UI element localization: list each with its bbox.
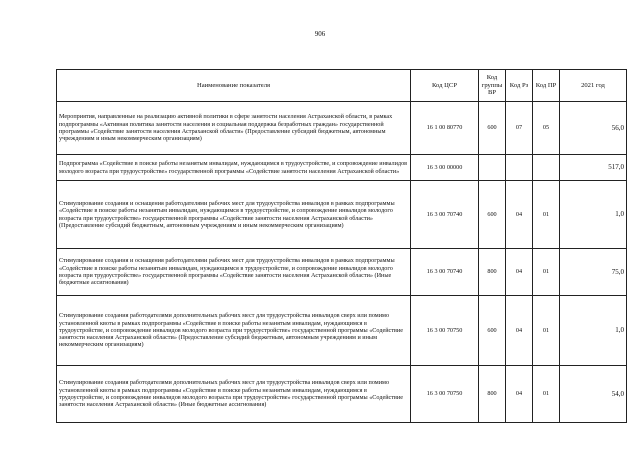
row-vr: 800 bbox=[479, 366, 506, 423]
header-name: Наименование показателя bbox=[57, 70, 411, 102]
row-csr: 16 3 00 70740 bbox=[411, 249, 479, 296]
row-vr: 600 bbox=[479, 181, 506, 249]
row-rz bbox=[506, 155, 533, 181]
row-rz: 04 bbox=[506, 249, 533, 296]
row-pr: 01 bbox=[533, 249, 560, 296]
row-pr: 01 bbox=[533, 296, 560, 366]
row-amount: 1,0 bbox=[560, 181, 627, 249]
row-vr: 600 bbox=[479, 296, 506, 366]
table-row bbox=[57, 366, 627, 423]
row-csr: 16 3 00 00000 bbox=[411, 155, 479, 181]
row-amount: 1,0 bbox=[560, 296, 627, 366]
row-rz: 04 bbox=[506, 296, 533, 366]
row-pr bbox=[533, 155, 560, 181]
row-pr: 01 bbox=[533, 366, 560, 423]
header-rz: Код Рз bbox=[506, 70, 533, 102]
row-name: Стимулирование создания работодателями дополнительных рабочих мест для трудоустройства инвалидов сверх или помимо установленной квоты в рамках подпрограммы «Содействие в поиске работы незанятым инвалидам, нуждающимся в трудоустройстве, и сопровождение инвалидов молодого возраста при трудоустройстве» государственной программы «Содействие занятости населения Астраханской области» (Предоставление субсидий бюджетным, автономным учреждениям и иным некоммерческим организациям) bbox=[57, 296, 411, 366]
header-vr: Код группы ВР bbox=[479, 70, 506, 102]
header-pr: Код ПР bbox=[533, 70, 560, 102]
row-amount: 75,0 bbox=[560, 249, 627, 296]
row-amount: 54,0 bbox=[560, 366, 627, 423]
table-row bbox=[57, 102, 627, 155]
row-name: Подпрограмма «Содействие в поиске работы незанятым инвалидам, нуждающимся в трудоустройстве, и сопровождение инвалидов молодого возраста при трудоустройстве» государственной программы «Содействие занятости населения Астраханской области» bbox=[57, 155, 411, 181]
row-rz: 04 bbox=[506, 366, 533, 423]
row-rz: 04 bbox=[506, 181, 533, 249]
row-pr: 01 bbox=[533, 181, 560, 249]
row-csr: 16 3 00 70750 bbox=[411, 366, 479, 423]
row-csr: 16 3 00 70750 bbox=[411, 296, 479, 366]
row-csr: 16 1 00 80770 bbox=[411, 102, 479, 155]
header-year: 2021 год bbox=[560, 70, 627, 102]
page-number: 906 bbox=[314, 30, 326, 38]
budget-table bbox=[56, 69, 627, 423]
row-csr: 16 3 00 70740 bbox=[411, 181, 479, 249]
table-row bbox=[57, 155, 627, 181]
row-pr: 05 bbox=[533, 102, 560, 155]
table-row bbox=[57, 249, 627, 296]
row-name: Стимулирование создания и оснащения работодателями рабочих мест для трудоустройства инвалидов в рамках подпрограммы «Содействие в поиске работы незанятым инвалидам, нуждающимся в трудоустройстве, и сопровождение инвалидов молодого возраста при трудоустройстве» государственной программы «Содействие занятости населения Астраханской области» (Предоставление субсидий бюджетным, автономным учреждениям и иным некоммерческим организациям) bbox=[57, 181, 411, 249]
row-amount: 517,0 bbox=[560, 155, 627, 181]
header-csr: Код ЦСР bbox=[411, 70, 479, 102]
row-vr bbox=[479, 155, 506, 181]
row-name: Стимулирование создания работодателями дополнительных рабочих мест для трудоустройства инвалидов сверх или помимо установленной квоты в рамках подпрограммы «Содействие в поиске работы незанятым инвалидам, нуждающимся в трудоустройстве, и сопровождение инвалидов молодого возраста при трудоустройстве» государственной программы «Содействие занятости населения Астраханской области» (Иные бюджетные ассигнования) bbox=[57, 366, 411, 423]
table-header-row bbox=[57, 70, 627, 102]
row-name: Мероприятия, направленные на реализацию активной политики в сфере занятости населения Астраханской области, в рамках подпрограммы «Активная политика занятости населения и социальная поддержка безработных граждан» государственной программы «Содействие занятости населения Астраханской области» (Предоставление субсидий бюджетным, автономным учреждениям и иным некоммерческим организациям) bbox=[57, 102, 411, 155]
row-vr: 600 bbox=[479, 102, 506, 155]
row-vr: 800 bbox=[479, 249, 506, 296]
row-amount: 56,0 bbox=[560, 102, 627, 155]
row-rz: 07 bbox=[506, 102, 533, 155]
table-row bbox=[57, 296, 627, 366]
row-name: Стимулирование создания и оснащения работодателями рабочих мест для трудоустройства инвалидов в рамках подпрограммы «Содействие в поиске работы незанятым инвалидам, нуждающимся в трудоустройстве, и сопровождение инвалидов молодого возраста при трудоустройстве» государственной программы «Содействие занятости населения Астраханской области» (Иные бюджетные ассигнования) bbox=[57, 249, 411, 296]
table-row bbox=[57, 181, 627, 249]
